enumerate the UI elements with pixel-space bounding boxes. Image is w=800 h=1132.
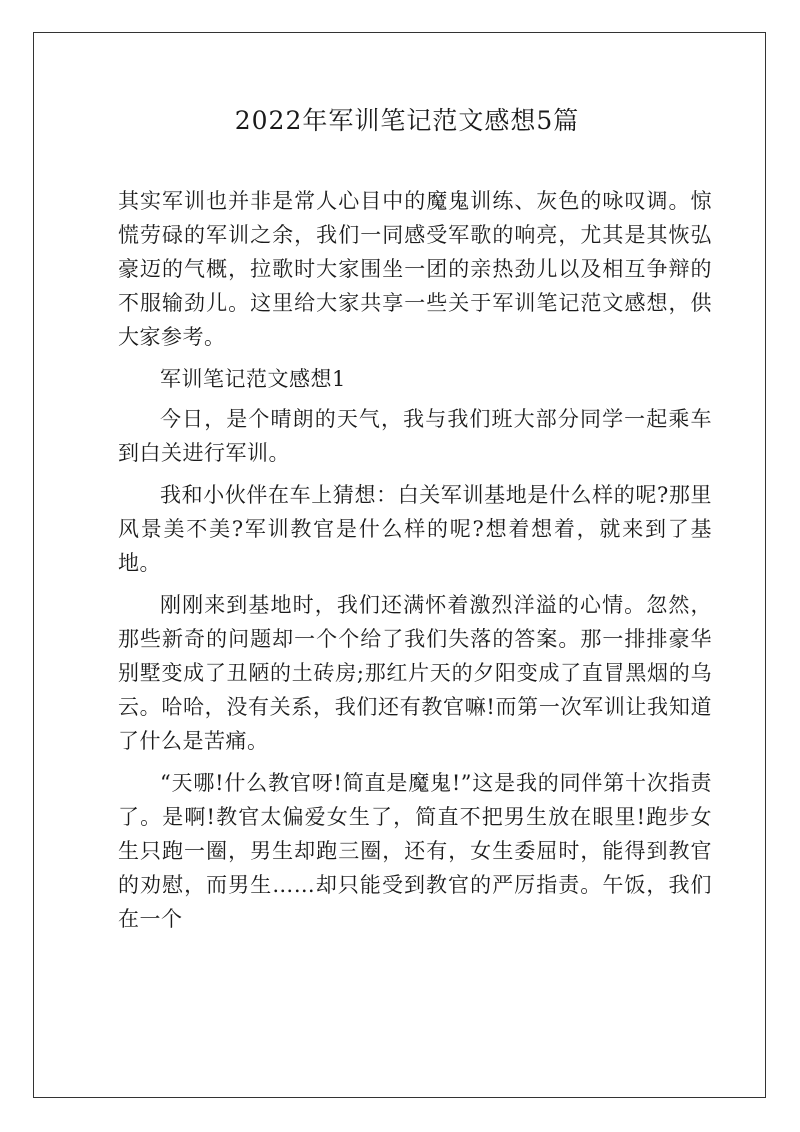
- document-body: [118, 96, 712, 944]
- document-title: 2022年军训笔记范文感想5篇: [234, 106, 580, 135]
- section-heading: 军训笔记范文感想1: [160, 367, 346, 391]
- body-paragraph: 我和小伙伴在车上猜想：白关军训基地是什么样的呢?那里风景美不美?军训教官是什么样的呢?想着想着，就来到了基地。: [118, 483, 712, 575]
- body-paragraph: “天哪!什么教官呀!简直是魔鬼!”这是我的同伴第十次指责了。是啊!教官太偏爱女生了，简直不把男生放在眼里!跑步女生只跑一圈，男生却跑三圈，还有，女生委屈时，能得到教官的劝慰，而男生……却只能受到教官的严厉指责。午饭，我们在一个: [118, 771, 712, 931]
- body-paragraph: 刚刚来到基地时，我们还满怀着激烈洋溢的心情。忽然，那些新奇的问题却一个个给了我们失落的答案。那一排排豪华别墅变成了丑陋的土砖房;那红片天的夕阳变成了直冒黑烟的乌云。哈哈，没有关系，我们还有教官嘛!而第一次军训让我知道了什么是苦痛。: [118, 593, 712, 753]
- intro-paragraph: 其实军训也并非是常人心目中的魔鬼训练、灰色的咏叹调。惊慌劳碌的军训之余，我们一同感受军歌的响亮，尤其是其恢弘豪迈的气概，拉歌时大家围坐一团的亲热劲儿以及相互争辩的不服输劲儿。这里给大家共享一些关于军训笔记范文感想，供大家参考。: [118, 189, 712, 349]
- body-paragraph: 今日，是个晴朗的天气，我与我们班大部分同学一起乘车到白关进行军训。: [118, 407, 712, 465]
